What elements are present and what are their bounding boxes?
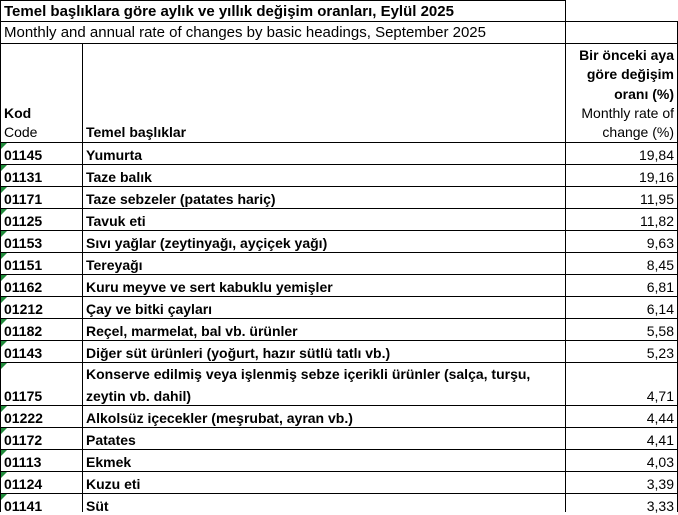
row-code: 01171 — [4, 191, 43, 207]
row-value: 19,16 — [638, 169, 674, 185]
monthly-header-tr-2: göre değişim — [586, 66, 674, 82]
row-name: Reçel, marmelat, bal vb. ürünler — [86, 323, 298, 339]
row-name: Diğer süt ürünleri (yoğurt, hazır sütlü tatlı vb.) — [86, 345, 391, 361]
row-name: Yumurta — [86, 147, 143, 163]
title-english: Monthly and annual rate of changes by basic headings, September 2025 — [4, 24, 486, 41]
row-code: 01153 — [4, 235, 43, 251]
row-value: 11,95 — [640, 191, 674, 207]
row-value: 11,82 — [640, 213, 674, 229]
row-name: Çay ve bitki çayları — [86, 301, 213, 317]
row-value: 9,63 — [646, 235, 674, 251]
row-name-line-2: zeytin vb. dahil) — [86, 388, 192, 404]
monthly-header-en-2: change (%) — [602, 124, 674, 140]
row-value: 4,71 — [646, 388, 674, 404]
row-name: Sıvı yağlar (zeytinyağı, ayçiçek yağı) — [86, 235, 328, 251]
row-name: Taze sebzeler (patates hariç) — [86, 191, 276, 207]
row-code: 01131 — [4, 169, 43, 185]
row-code: 01162 — [4, 279, 43, 295]
code-header-en: Code — [4, 124, 38, 140]
row-value: 8,45 — [646, 257, 674, 273]
row-code: 01141 — [4, 498, 43, 514]
monthly-header-en-1: Monthly rate of — [581, 105, 674, 121]
row-code: 01222 — [4, 410, 43, 426]
title-turkish: Temel başlıklara göre aylık ve yıllık değişim oranları, Eylül 2025 — [4, 3, 454, 20]
row-code: 01172 — [4, 432, 43, 448]
row-value: 4,41 — [646, 432, 674, 448]
cell-note-marker — [1, 363, 7, 369]
row-code: 01125 — [4, 213, 43, 229]
row-name-line-1: Konserve edilmiş veya işlenmiş sebze içerikli ürünler (salça, turşu, — [86, 366, 531, 382]
row-value: 3,39 — [646, 476, 674, 492]
row-value: 6,14 — [646, 301, 674, 317]
row-code: 01151 — [4, 257, 43, 273]
row-name: Ekmek — [86, 454, 132, 470]
monthly-header-tr-3: oranı (%) — [614, 86, 674, 102]
row-code: 01124 — [4, 476, 43, 492]
row-name: Tavuk eti — [86, 213, 146, 229]
row-name: Süt — [86, 498, 109, 514]
row-value: 5,58 — [646, 323, 674, 339]
row-name: Kuzu eti — [86, 476, 141, 492]
row-code: 01212 — [4, 301, 43, 317]
row-name: Tereyağı — [86, 257, 143, 273]
code-header-tr: Kod — [4, 105, 32, 121]
row-code: 01182 — [4, 323, 43, 339]
row-name: Patates — [86, 432, 136, 448]
row-code: 01113 — [4, 454, 42, 470]
row-name: Taze balık — [86, 169, 152, 185]
row-value: 4,44 — [646, 410, 674, 426]
row-name: Alkolsüz içecekler (meşrubat, ayran vb.) — [86, 410, 353, 426]
monthly-header-tr-1: Bir önceki aya — [579, 47, 674, 63]
row-value: 19,84 — [638, 147, 674, 163]
row-code: 01143 — [4, 345, 43, 361]
row-name: Kuru meyve ve sert kabuklu yemişler — [86, 279, 333, 295]
heading-header: Temel başlıklar — [86, 124, 187, 140]
row-value: 6,81 — [646, 279, 674, 295]
row-value: 3,33 — [646, 498, 674, 514]
row-code: 01145 — [4, 147, 43, 163]
row-value: 4,03 — [646, 454, 674, 470]
row-value: 5,23 — [646, 345, 674, 361]
row-code: 01175 — [4, 388, 43, 404]
